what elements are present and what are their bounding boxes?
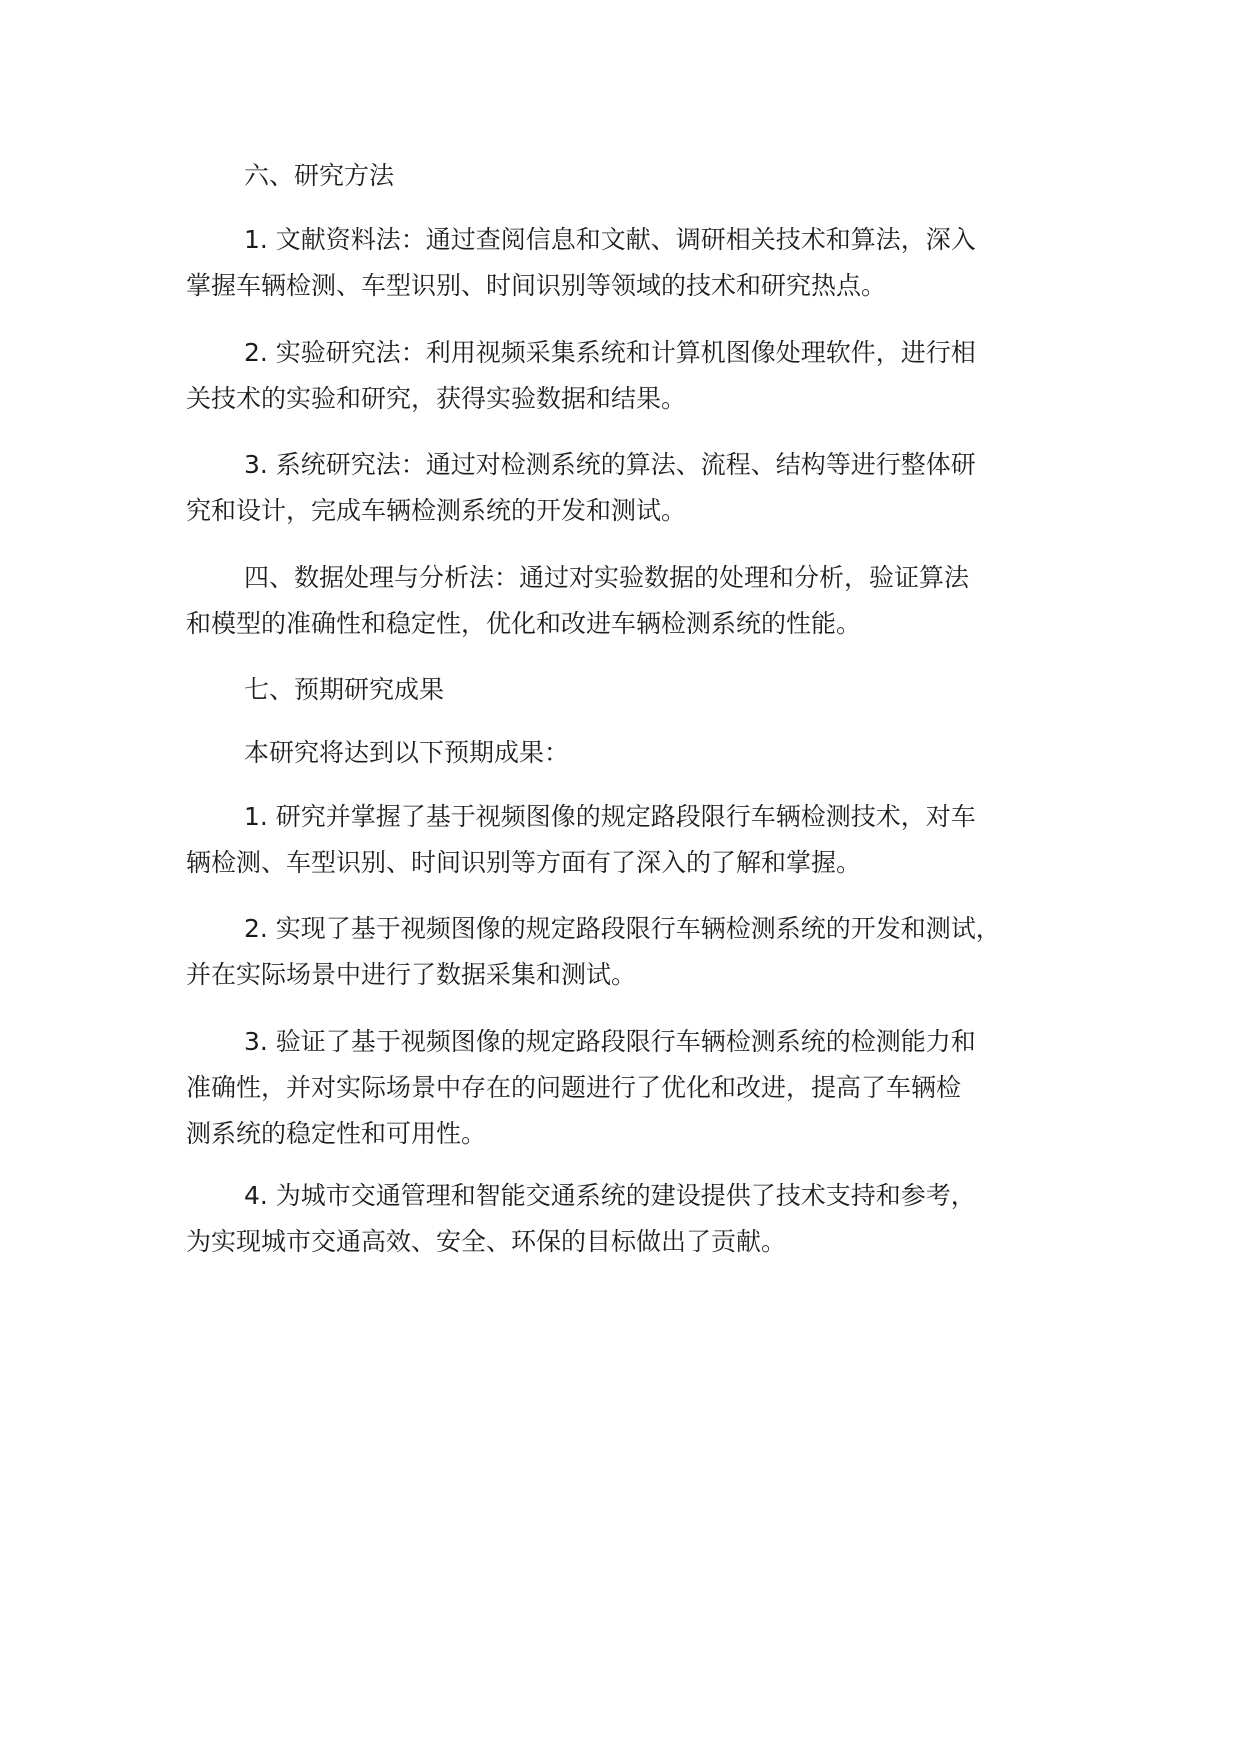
paragraph-line: 本研究将达到以下预期成果：: [244, 738, 570, 767]
result-paragraph-3: [186, 1019, 1086, 1157]
paragraph-line: 4. 为城市交通管理和智能交通系统的建设提供了技术支持和参考，: [244, 1181, 976, 1210]
section-heading-expected-results: [186, 667, 1086, 713]
paragraph-line: 辆检测、车型识别、时间识别等方面有了深入的了解和掌握。: [186, 848, 862, 877]
heading-text: 六、研究方法: [244, 161, 395, 190]
paragraph-line: 关技术的实验和研究，获得实验数据和结果。: [186, 384, 687, 413]
paragraph-line: 2. 实现了基于视频图像的规定路段限行车辆检测系统的开发和测试，: [244, 914, 1001, 943]
paragraph-line: 并在实际场景中进行了数据采集和测试。: [186, 960, 637, 989]
section-heading-research-methods: [186, 153, 1086, 199]
paragraph-line: 准确性，并对实际场景中存在的问题进行了优化和改进，提高了车辆检: [186, 1073, 962, 1102]
result-paragraph-1: [186, 794, 1086, 886]
heading-text: 七、预期研究成果: [244, 675, 445, 704]
method-paragraph-data-analysis: [186, 555, 1086, 647]
paragraph-line: 1. 文献资料法：通过查阅信息和文献、调研相关技术和算法，深入: [244, 225, 976, 254]
paragraph-line: 2. 实验研究法：利用视频采集系统和计算机图像处理软件，进行相: [244, 338, 976, 367]
result-paragraph-4: [186, 1173, 1086, 1265]
result-paragraph-2: [186, 906, 1086, 998]
paragraph-line: 和模型的准确性和稳定性，优化和改进车辆检测系统的性能。: [186, 609, 862, 638]
method-paragraph-system: [186, 442, 1086, 534]
paragraph-line: 掌握车辆检测、车型识别、时间识别等领域的技术和研究热点。: [186, 271, 887, 300]
paragraph-line: 1. 研究并掌握了基于视频图像的规定路段限行车辆检测技术，对车: [244, 802, 976, 831]
paragraph-line: 测系统的稳定性和可用性。: [186, 1119, 487, 1148]
method-paragraph-literature: [186, 217, 1086, 309]
paragraph-line: 究和设计，完成车辆检测系统的开发和测试。: [186, 496, 687, 525]
paragraph-line: 为实现城市交通高效、安全、环保的目标做出了贡献。: [186, 1227, 787, 1256]
method-paragraph-experiment: [186, 330, 1086, 422]
paragraph-line: 3. 验证了基于视频图像的规定路段限行车辆检测系统的检测能力和: [244, 1027, 976, 1056]
results-intro-paragraph: [186, 730, 1086, 776]
paragraph-line: 3. 系统研究法：通过对检测系统的算法、流程、结构等进行整体研: [244, 450, 976, 479]
paragraph-line: 四、数据处理与分析法：通过对实验数据的处理和分析，验证算法: [244, 563, 970, 592]
